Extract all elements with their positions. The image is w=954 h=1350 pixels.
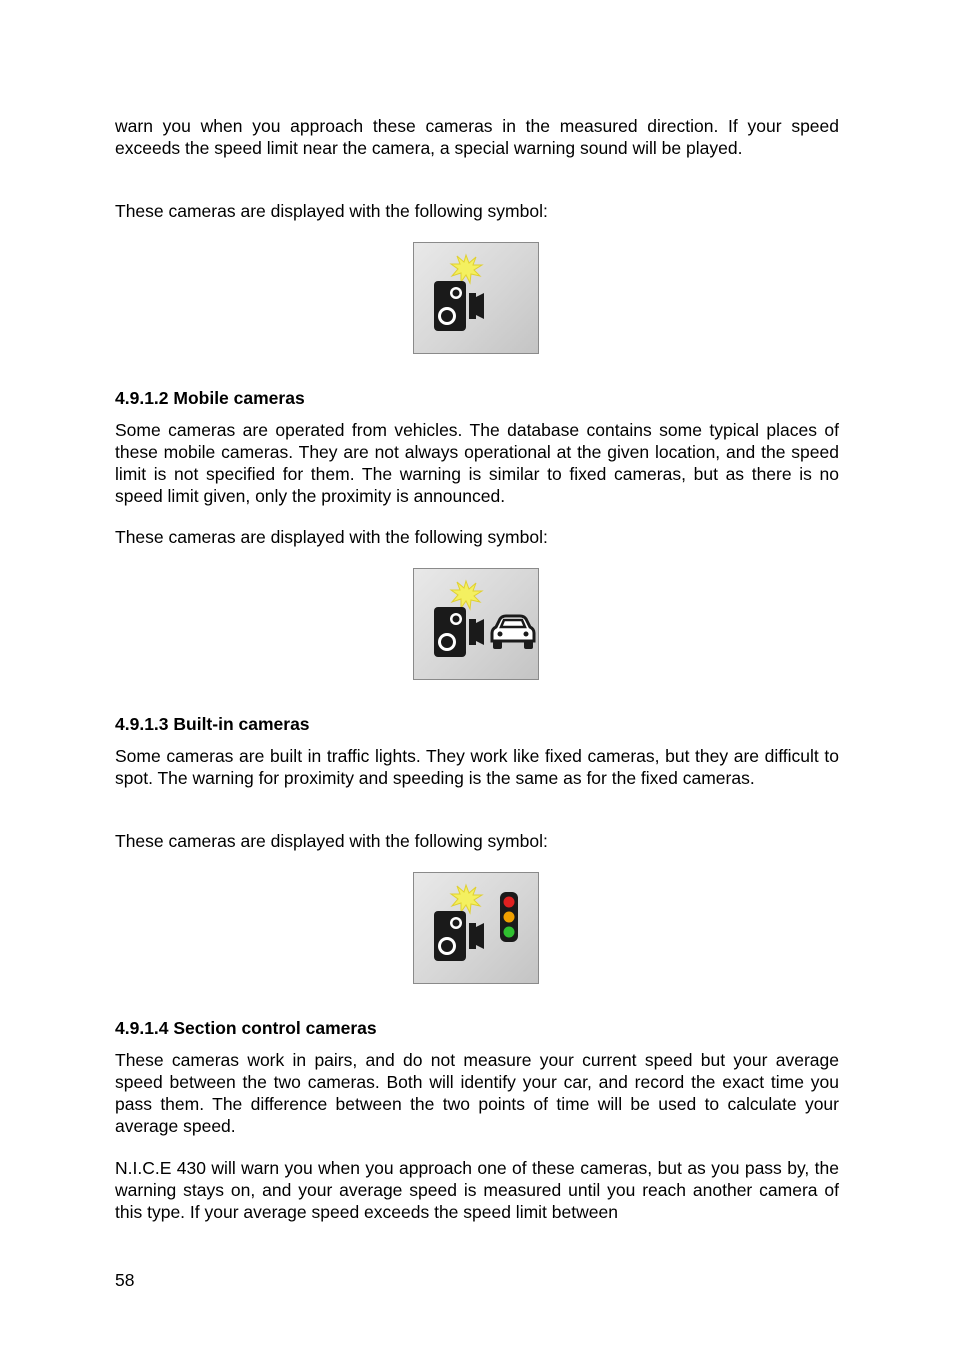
heading-section-control-cameras: 4.9.1.4 Section control cameras: [115, 1018, 377, 1038]
mobile-cameras-paragraph: Some cameras are operated from vehicles. The database contains some typical places of these mobile cameras. They are not always operational at the given location, and the speed limit is not specified for them. The warning is similar to fixed cameras, but as there is no speed limit given, only the proximity is announced.: [115, 420, 839, 506]
traffic-light-camera-icon: [413, 872, 539, 984]
symbol-caption: These cameras are displayed with the following symbol:: [115, 201, 548, 221]
camera-body: [434, 281, 484, 331]
camera-body: [434, 607, 484, 657]
camera-body: [434, 911, 484, 961]
heading-built-in-cameras: 4.9.1.3 Built-in cameras: [115, 714, 310, 734]
section-control-paragraph-1: These cameras work in pairs, and do not measure your current speed but your average speed between the two cameras. Both will identify your car, and record the exact time you pass them. The difference between the two points of time will be used to calculate your average speed.: [115, 1050, 839, 1136]
heading-mobile-cameras: 4.9.1.2 Mobile cameras: [115, 388, 305, 408]
intro-paragraph: warn you when you approach these cameras in the measured direction. If your speed exceeds the speed limit near the camera, a special warning sound will be played.: [115, 116, 839, 158]
section-control-paragraph-2: N.I.C.E 430 will warn you when you approach one of these cameras, but as you pass by, the warning stays on, and your average speed is measured until you reach another camera of this type. If your average speed exceeds the speed limit between: [115, 1158, 839, 1222]
built-in-cameras-paragraph: Some cameras are built in traffic lights. They work like fixed cameras, but they are difficult to spot. The warning for proximity and speeding is the same as for the fixed cameras.: [115, 746, 839, 788]
car-icon: [492, 616, 534, 649]
flash-icon: [451, 885, 482, 913]
flash-icon: [451, 581, 482, 609]
traffic-light-icon: [500, 892, 518, 942]
symbol-caption: These cameras are displayed with the following symbol:: [115, 527, 548, 547]
mobile-speed-camera-icon: [413, 568, 539, 680]
flash-icon: [451, 255, 482, 283]
symbol-caption: These cameras are displayed with the following symbol:: [115, 831, 548, 851]
fixed-speed-camera-icon: [413, 242, 539, 354]
page-number: 58: [115, 1270, 135, 1290]
